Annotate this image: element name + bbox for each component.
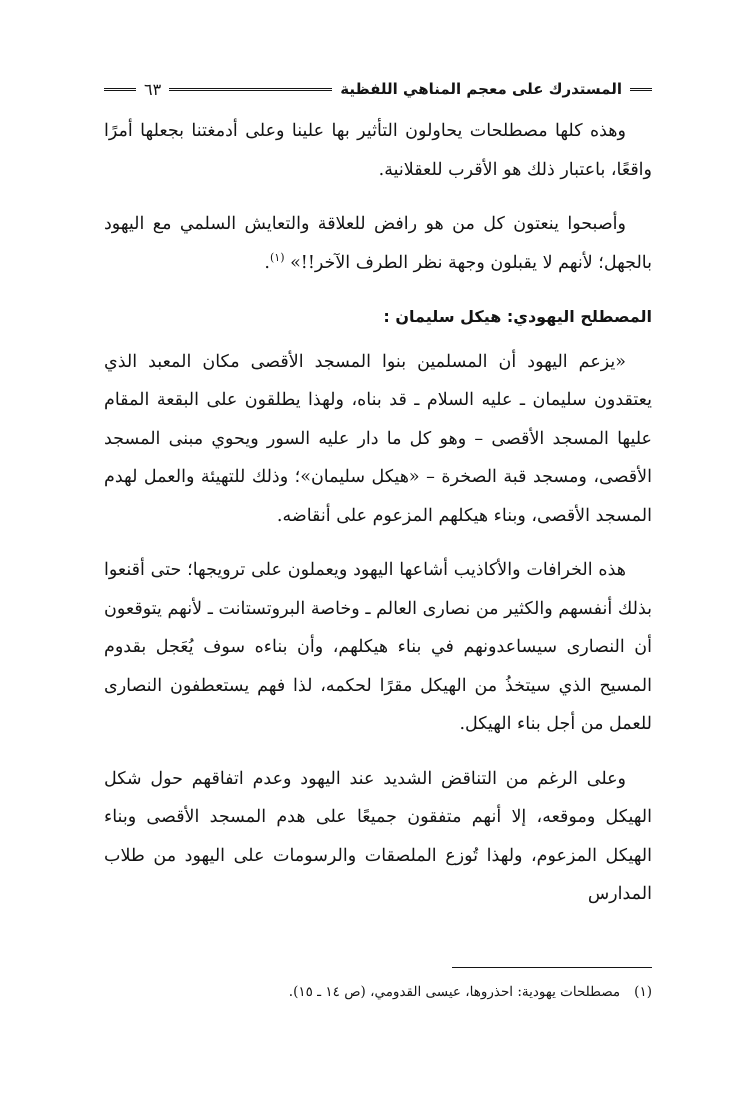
header-rule-right xyxy=(630,88,652,91)
paragraph-tail: . xyxy=(264,252,270,273)
paragraph: وعلى الرغم من التناقض الشديد عند اليهود وعدم اتفاقهم حول شكل الهيكل وموقعه، إلا أنهم متفقون جميعًا على هدم المسجد الأقصى وبناء الهيكل المزعوم، ولهذا تُوزع الملصقات والرسومات على اليهود من طلاب المدارس xyxy=(104,768,652,904)
page-number: ٦٣ xyxy=(144,79,162,99)
footnote xyxy=(104,980,652,1004)
paragraph-text: وأصبحوا ينعتون كل من هو رافض للعلاقة والتعايش السلمي مع اليهود بالجهل؛ لأنهم لا يقبلون وجهة نظر الطرف الآخر!!» xyxy=(104,214,652,273)
footnote-separator xyxy=(452,967,652,968)
footnote-number: (١) xyxy=(634,984,652,1000)
header-book-title: المستدرك على معجم المناهي اللفظية xyxy=(340,80,622,98)
main-text xyxy=(104,112,652,930)
header-rule-middle xyxy=(169,88,332,91)
running-header xyxy=(104,76,652,102)
paragraph: «يزعم اليهود أن المسلمين بنوا المسجد الأقصى مكان المعبد الذي يعتقدون سليمان ـ عليه السلام ـ قد بناه، ولهذا يطلقون على البقعة المقام عليها المسجد الأقصى – وهو كل ما دار عليه السور ويحوي مبنى المسجد الأقصى، ومسجد قبة الصخرة – «هيكل سليمان»؛ وذلك للتهيئة والعمل لهدم المسجد الأقصى، وبناء هيكلهم المزعوم على أنقاضه. xyxy=(104,351,652,526)
paragraph: وهذه كلها مصطلحات يحاولون التأثير بها علينا وعلى أدمغتنا بجعلها أمرًا واقعًا، باعتبار ذلك هو الأقرب للعقلانية. xyxy=(104,121,652,180)
footnote-text: مصطلحات يهودية: احذروها، عيسى القدومي، (ص ١٤ ـ ١٥). xyxy=(288,984,621,1000)
header-rule-left xyxy=(104,88,136,91)
section-heading: المصطلح اليهودي: هيكل سليمان : xyxy=(383,307,652,326)
footnote-reference: (١) xyxy=(269,250,285,264)
paragraph xyxy=(104,205,652,282)
paragraph: هذه الخرافات والأكاذيب أشاعها اليهود ويعملون على ترويجها؛ حتى أقنعوا بذلك أنفسهم والكثير من نصارى العالم ـ وخاصة البروتستانت ـ لأنهم يتوقعون أن النصارى سيساعدونهم في بناء هيكلهم، وأن بناءه سوف يُعَجل بقدوم المسيح الذي سيتخذُ من الهيكل مقرًا لحكمه، لذا فهم يستعطفون النصارى للعمل من أجل بناء الهيكل. xyxy=(104,560,652,734)
